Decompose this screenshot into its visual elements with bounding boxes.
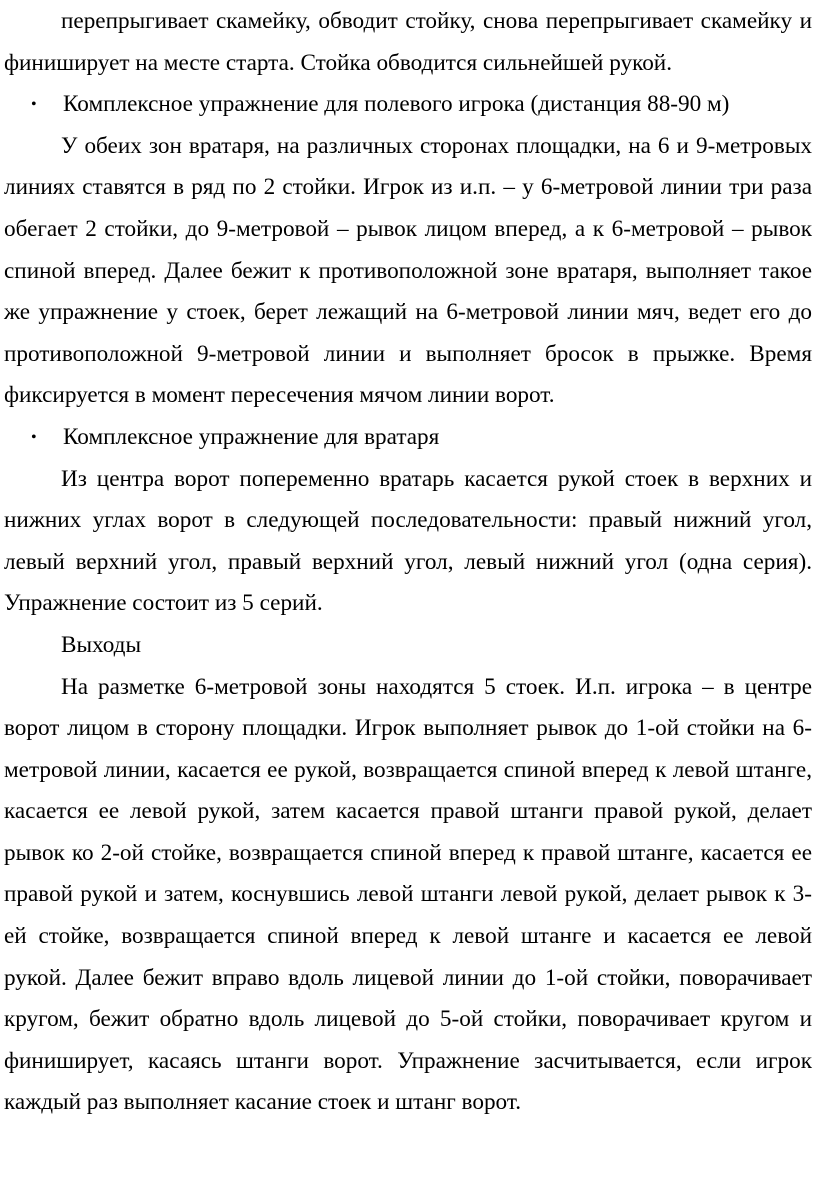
paragraph-exits-description: На разметке 6-метровой зоны находятся 5 стоек. И.п. игрока – в центре ворот лицом в сторону площадки. Игрок выполняет рывок до 1-ой стойки на 6-метровой линии, касается ее рукой, возвращается спиной вперед к левой штанге, касается ее левой рукой, затем касается правой штанги правой рукой, делает рывок ко 2-ой стойке, возвращается спиной вперед к правой штанге, касается ее правой рукой и затем, коснувшись левой штанги левой рукой, делает рывок к 3-ей стойке, возвращается спиной вперед к левой штанге и касается ее левой рукой. Далее бежит вправо вдоль лицевой линии до 1-ой стойки, поворачивает кругом, бежит обратно вдоль лицевой до 5-ой стойки, поворачивает кругом и финиширует, касаясь штанги ворот. Упражнение засчитывается, если игрок каждый раз выполняет касание стоек и штанг ворот.: [4, 673, 812, 1116]
section-heading-exits: Выходы: [61, 631, 142, 658]
bullet-icon: •: [31, 428, 37, 446]
bullet-item-label: Комплексное упражнение для вратаря: [63, 423, 440, 450]
paragraph-field-player-description: У обеих зон вратаря, на различных сторонах площадки, на 6 и 9-метровых линиях ставятся в ряд по 2 стойки. Игрок из и.п. – у 6-метровой линии три раза обегает 2 стойки, до 9-метровой – рывок лицом вперед, а к 6-метровой – рывок спиной вперед. Далее бежит к противоположной зоне вратаря, выполняет такое же упражнение у стоек, берет лежащий на 6-метровой линии мяч, ведет его до противоположной 9-метровой линии и выполняет бросок в прыжке. Время фиксируется в момент пересечения мячом линии ворот.: [4, 132, 812, 409]
bullet-item-field-player-exercise: [4, 84, 812, 126]
bullet-item-label: Комплексное упражнение для полевого игрока (дистанция 88-90 м): [63, 91, 730, 118]
bullet-icon: •: [31, 96, 37, 114]
document-page: [4, 0, 812, 1124]
paragraph-continuation: перепрыгивает скамейку, обводит стойку, снова перепрыгивает скамейку и финиширует на месте старта. Стойка обводится сильнейшей рукой.: [4, 8, 812, 76]
paragraph-goalkeeper-description: Из центра ворот попеременно вратарь касается рукой стоек в верхних и нижних углах ворот в следующей последовательности: правый нижний угол, левый верхний угол, правый верхний угол, левый нижний угол (одна серия). Упражнение состоит из 5 серий.: [4, 465, 812, 617]
bullet-item-goalkeeper-exercise: [4, 417, 812, 459]
